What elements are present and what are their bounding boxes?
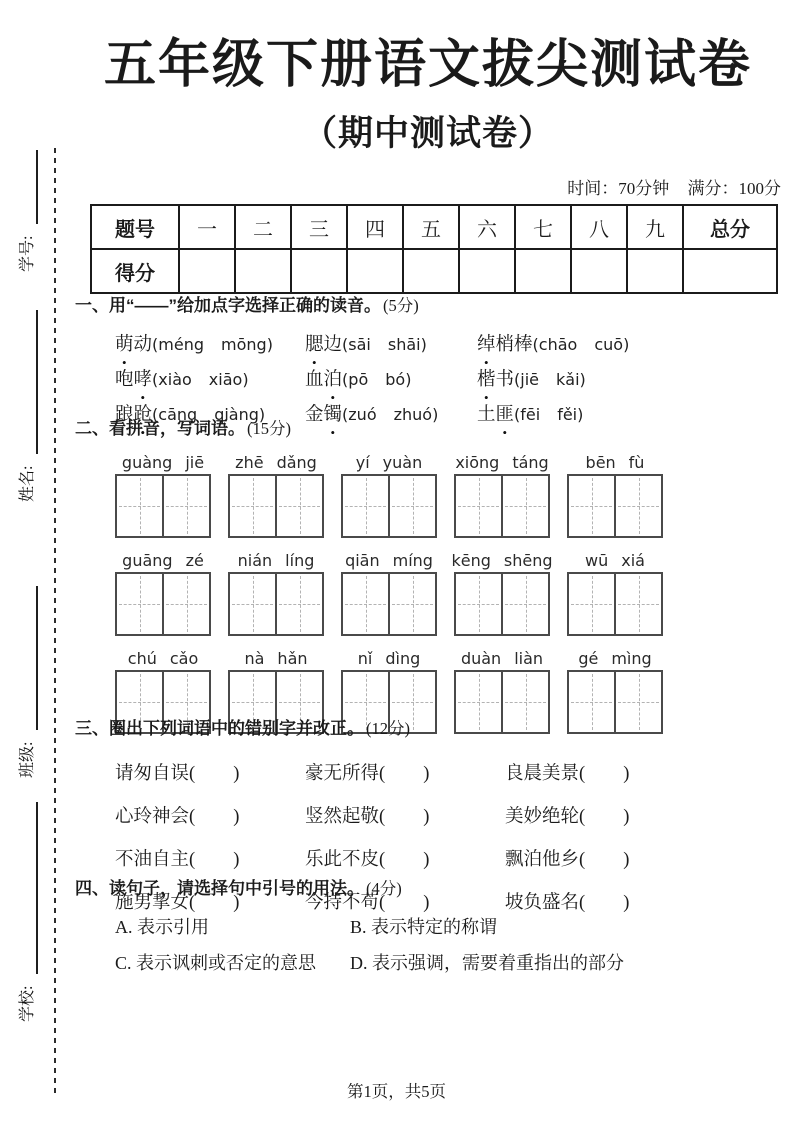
pinyin-option-1: sāi [348,334,371,354]
pinyin-syllable-2: zé [185,551,204,570]
dotted-word [115,370,152,390]
pinyin-syllable-2: yuàn [382,453,423,472]
pinyin-options: (xiào xiāo) [152,369,249,389]
character: 边 [323,334,343,355]
pinyin-syllable-1: chú [127,649,157,668]
score-entry-cell[interactable] [403,249,459,293]
score-entry-cell[interactable] [235,249,291,293]
wrong-character-item: 不油自主( ) [115,849,240,870]
dotted-character: 哮 [133,369,153,390]
idiom-text: 不油自主 [115,849,190,870]
writing-box [228,572,324,636]
pinyin-syllable-1: zhē [235,453,264,472]
pinyin-options: (zuó zhuó) [342,404,439,424]
student-info-label: 学校: [18,985,36,1022]
idiom-text: 今持不苟 [305,892,380,913]
student-info-label: 学号: [18,235,36,272]
character: 踉 [115,404,134,425]
total-score-header: 总分 [683,205,777,249]
wrong-character-item: 良晨美景( ) [505,763,630,784]
dotted-character: 镯 [323,404,343,425]
character: 棒 [514,334,533,355]
score-entry-cell[interactable] [459,249,515,293]
writing-box [454,572,550,636]
pinyin-option-2: cuō [594,334,624,354]
pinyin-syllable-1: nǐ [357,649,373,668]
writing-box [567,474,663,538]
page-subtitle: （期中测试卷） [301,114,554,153]
character: 咆 [115,369,134,390]
phonetic-choice-item [477,333,781,357]
pinyin-pair [228,448,324,474]
pinyin-pair [228,546,324,572]
pinyin-pair [115,448,211,474]
pinyin-syllable-1: wū [585,551,609,570]
writing-box [115,474,211,538]
pinyin-syllable-1: xiōng [455,453,500,472]
quotation-usage-options [115,908,781,980]
question-number-cell: 九 [627,205,683,249]
character: 书 [495,369,515,390]
pinyin-option-1: zuó [348,404,377,424]
question-number-cell: 六 [459,205,515,249]
pinyin-pair [115,644,211,670]
score-table-header-row [91,205,777,249]
pinyin-options: (cāng qiàng) [152,404,266,424]
question-number-cell: 七 [515,205,571,249]
writing-cell[interactable] [343,476,388,536]
page-title: 五年级下册语文拔尖测试卷 [103,37,752,94]
student-info-field [12,586,38,778]
character: 梢 [495,334,515,355]
pinyin-pair [341,448,437,474]
question-number-cell: 八 [571,205,627,249]
question-number-cell: 一 [179,205,235,249]
pinyin-pair [228,644,324,670]
pinyin-syllable-2: cǎo [169,649,199,668]
pinyin-word-group [228,546,324,636]
pinyin-pair [341,546,437,572]
idiom-text: 乐此不皮 [305,849,380,870]
pinyin-option-2: xiāo [208,369,243,389]
pronunciation-items [115,327,781,432]
pinyin-syllable-1: nà [244,649,265,668]
wrong-character-item: 施男挈女( ) [115,892,240,913]
wrong-character-item: 坡负盛名( ) [505,892,630,913]
idiom-text: 心玲神会 [115,806,190,827]
dotted-word [115,335,152,355]
usage-option-b: B. 表示特定的称谓 [350,917,498,937]
pinyin-pair [567,546,663,572]
pinyin-options: (jiē kǎi) [514,369,586,389]
pinyin-option-1: méng [158,334,205,354]
pinyin-word-group [454,448,550,538]
student-info-blank[interactable] [12,586,38,730]
pinyin-option-2: zhuó [393,404,433,424]
pinyin-pair [454,644,550,670]
writing-cell[interactable] [343,574,388,634]
writing-box [454,474,550,538]
pinyin-syllable-2: dǎng [276,453,317,472]
pinyin-option-2: shāi [387,334,421,354]
idiom-text: 飘泊他乡 [505,849,580,870]
pinyin-option-2: bó [385,369,406,389]
pinyin-syllable-1: nián [237,551,273,570]
pinyin-option-2: qiàng [214,404,259,424]
section-1-pronunciation [75,295,781,432]
pinyin-options: (fēi fěi) [514,404,584,424]
student-info-blank[interactable] [12,802,38,974]
pinyin-syllable-1: guāng [122,551,173,570]
pinyin-pair [454,448,550,474]
pinyin-pair [567,644,663,670]
score-entry-cell[interactable] [683,249,777,293]
pinyin-word-group [341,546,437,636]
idiom-text: 美妙绝轮 [505,806,580,827]
wrong-character-item: 美妙绝轮( ) [505,806,630,827]
character: 动 [133,334,153,355]
pinyin-option-1: fēi [520,404,541,424]
score-entry-cell[interactable] [347,249,403,293]
writing-cell[interactable] [388,476,435,536]
pinyin-syllable-2: mìng [611,649,652,668]
question-number-cell: 五 [403,205,459,249]
dotted-character: 绰 [477,334,496,355]
pinyin-pair [451,546,553,572]
dotted-word [477,370,514,390]
pinyin-option-1: chāo [538,334,578,354]
writing-box [567,572,663,636]
pinyin-syllable-1: kēng [451,551,491,570]
pinyin-syllable-1: guàng [121,453,173,472]
pinyin-syllable-1: yí [355,453,370,472]
fold-dashed-line [54,148,56,1095]
writing-cell[interactable] [614,574,661,634]
section-3-title: 三、圈出下列词语中的错别字并改正。 (12分) [75,719,410,738]
usage-option-a: A. 表示引用 [115,917,209,937]
pinyin-option-1: cāng [158,404,198,424]
dotted-character: 跄 [133,404,153,425]
pinyin-option-2: fěi [557,404,578,424]
pinyin-syllable-2: shēng [503,551,553,570]
idiom-text: 请匆自误 [115,763,190,784]
student-info-field [12,310,38,502]
pinyin-syllable-2: líng [285,551,315,570]
writing-cell[interactable] [569,574,614,634]
pinyin-syllable-2: táng [512,453,549,472]
phonetic-choice-item [477,368,781,392]
pinyin-option-1: jiē [520,369,540,389]
writing-cell[interactable] [117,476,162,536]
idiom-text: 良晨美景 [505,763,580,784]
writing-box [341,474,437,538]
score-entry-cell[interactable] [179,249,235,293]
phonetic-choice-item [305,333,477,357]
character: 金 [305,404,324,425]
pinyin-options: (sāi shāi) [342,334,427,354]
pinyin-writing-rows [75,448,781,734]
writing-cell[interactable] [456,476,501,536]
pinyin-syllable-2: jiē [185,453,205,472]
pinyin-word-group [115,546,211,636]
idiom-text: 豪无所得 [305,763,380,784]
usage-option-d: D. 表示强调，需要着重指出的部分 [350,953,624,973]
phonetic-choice-item [115,368,305,392]
exam-meta [75,174,781,199]
idiom-text: 坡负盛名 [505,892,580,913]
pinyin-pair [115,546,211,572]
pinyin-syllable-2: xiá [621,551,645,570]
pinyin-word-group [567,546,663,636]
dotted-character: 腮 [305,334,324,355]
page-number: 第1页，共5页 [347,1082,446,1101]
question-number-cell: 二 [235,205,291,249]
pinyin-pair [341,644,437,670]
dotted-character: 萌 [115,334,134,355]
writing-cell[interactable] [162,476,209,536]
writing-cell[interactable] [456,574,501,634]
pinyin-syllable-1: bēn [585,453,616,472]
student-info-field [12,802,38,1022]
score-entry-cell[interactable] [571,249,627,293]
wrong-character-item: 心玲神会( ) [115,806,240,827]
phonetic-choice-item [115,333,305,357]
section-4-title: 四、读句子，请选择句中引号的用法。 (4分) [75,879,402,898]
student-info-blank[interactable] [12,310,38,454]
pinyin-word-group [115,448,211,538]
wrong-character-item: 今持不苟( ) [305,892,430,913]
dotted-character: 泊 [323,369,343,390]
pinyin-syllable-2: dìng [385,649,421,668]
student-info-blank[interactable] [12,150,38,224]
idiom-text: 施男挈女 [115,892,190,913]
pinyin-syllable-2: fù [628,453,645,472]
pinyin-word-group [228,448,324,538]
wrong-character-item: 乐此不皮( ) [305,849,430,870]
pinyin-row [115,546,781,636]
pinyin-option-2: mōng [221,334,267,354]
writing-cell[interactable] [230,574,275,634]
pinyin-word-group [567,448,663,538]
writing-cell[interactable] [275,574,322,634]
writing-box [341,572,437,636]
writing-cell[interactable] [569,476,614,536]
character: 血 [305,369,324,390]
pinyin-options: (méng mōng) [152,334,273,354]
writing-cell[interactable] [501,476,548,536]
pinyin-syllable-1: qiān [345,551,380,570]
pinyin-pair [567,448,663,474]
time-limit: 时间：70分钟 [567,179,670,198]
wrong-character-item: 竖然起敬( ) [305,806,430,827]
wrong-character-item: 请匆自误( ) [115,763,240,784]
pinyin-option-2: kǎi [556,369,580,389]
section-2-title: 二、看拼音，写词语。 (15分) [75,419,291,438]
section-4-quotation-usage [75,878,781,980]
wrong-character-item: 飘泊他乡( ) [505,849,630,870]
score-header-label: 题号 [91,205,179,249]
student-info-label: 姓名: [18,465,36,502]
pinyin-row [115,448,781,538]
question-number-cell: 三 [291,205,347,249]
dotted-word [305,370,342,390]
writing-cell[interactable] [275,476,322,536]
full-score: 满分：100分 [687,179,781,198]
question-number-cell: 四 [347,205,403,249]
character: 土 [477,404,496,425]
pinyin-syllable-1: duàn [460,649,502,668]
writing-cell[interactable] [117,574,162,634]
pinyin-syllable-2: liàn [514,649,544,668]
phonetic-choice-item [305,368,477,392]
dotted-character: 楷 [477,369,496,390]
writing-box [115,572,211,636]
writing-cell[interactable] [388,574,435,634]
usage-option-c: C. 表示讽刺或否定的意思 [115,953,317,973]
score-entry-cell[interactable] [515,249,571,293]
pinyin-option-1: pō [348,369,369,389]
pinyin-syllable-2: míng [392,551,433,570]
pinyin-syllable-1: gé [578,649,599,668]
score-table-score-row [91,249,777,293]
student-info-field [12,150,38,272]
writing-cell[interactable] [501,574,548,634]
section-2-pinyin-writing [75,418,781,734]
pinyin-word-group [451,546,553,636]
pinyin-options: (chāo cuō) [532,334,630,354]
writing-cell[interactable] [162,574,209,634]
idiom-text: 竖然起敬 [305,806,380,827]
writing-cell[interactable] [230,476,275,536]
wrong-character-item: 豪无所得( ) [305,763,430,784]
writing-box [228,474,324,538]
dotted-character: 匪 [495,404,515,425]
pinyin-syllable-2: hǎn [277,649,308,668]
pinyin-word-group [341,448,437,538]
dotted-word [305,335,342,355]
pinyin-options: (pō bó) [342,369,412,389]
writing-cell[interactable] [614,476,661,536]
pinyin-option-1: xiào [158,369,192,389]
score-entry-cell[interactable] [291,249,347,293]
score-table [90,204,778,294]
section-1-title: 一、用“——”给加点字选择正确的读音。 (5分) [75,296,419,315]
student-info-label: 班级: [18,741,36,778]
score-entry-cell[interactable] [627,249,683,293]
score-row-label: 得分 [91,249,179,293]
dotted-word [477,335,533,355]
